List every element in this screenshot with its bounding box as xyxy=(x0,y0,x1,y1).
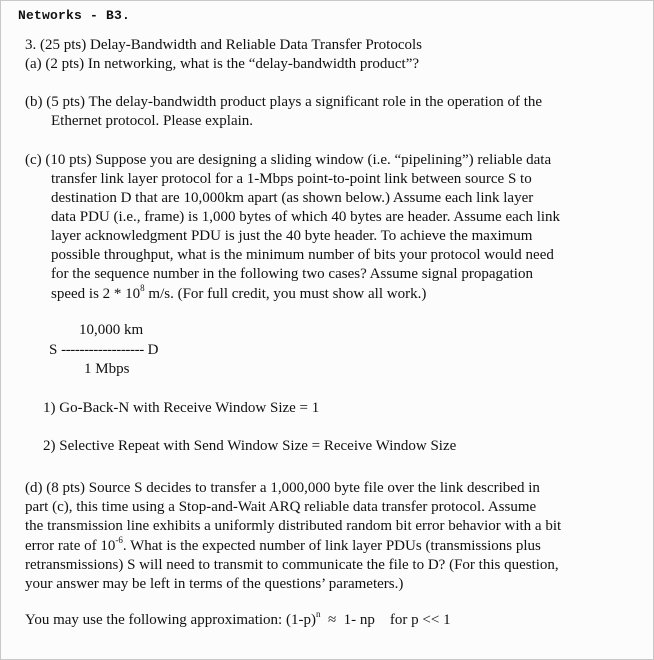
case-1-text: 1) Go-Back-N with Receive Window Size = 1 xyxy=(43,400,320,416)
approx-prefix: You may use the following approximation: (1-p) xyxy=(25,612,316,628)
approximation-text xyxy=(25,611,451,629)
ber-suffix: . What is the expected number of link layer PDUs (transmissions plus xyxy=(122,538,541,554)
part-c-line-2: transfer link layer protocol for a 1-Mbps point-to-point link between source S to xyxy=(51,171,532,187)
part-d-line-2: part (c), this time using a Stop-and-Wait ARQ reliable data transfer protocol. Assume xyxy=(25,499,537,515)
part-d-line-3: the transmission line exhibits a uniformly distributed random bit error behavior with a bit xyxy=(25,518,562,534)
part-c-line-1: (c) (10 pts) Suppose you are designing a sliding window (i.e. “pipelining”) reliable data xyxy=(25,152,552,168)
speed-suffix: m/s. (For full credit, you must show all work.) xyxy=(144,286,427,302)
part-b-line-2: Ethernet protocol. Please explain. xyxy=(51,113,254,129)
part-a-text: (a) (2 pts) In networking, what is the “delay-bandwidth product”? xyxy=(25,56,420,72)
link-diagram xyxy=(49,342,158,359)
page-header: Networks - B3. xyxy=(18,8,131,23)
part-c-line-8 xyxy=(51,285,426,303)
part-d-line-5: retransmissions) S will need to transmit to communicate the file to D? (For this question, xyxy=(25,557,559,573)
part-d-line-4 xyxy=(25,537,541,555)
destination-node: D xyxy=(147,342,159,358)
ber-prefix: error rate of 10 xyxy=(25,538,116,554)
part-d-line-1: (d) (8 pts) Source S decides to transfer a 1,000,000 byte file over the link described in xyxy=(25,480,540,496)
speed-exponent: 8 xyxy=(140,283,145,293)
part-b-line-1: (b) (5 pts) The delay-bandwidth product plays a significant role in the operation of the xyxy=(25,94,543,110)
link-distance-label: 10,000 km xyxy=(79,322,144,338)
case-2-text: 2) Selective Repeat with Send Window Size = Receive Window Size xyxy=(43,438,457,454)
speed-prefix: speed is 2 * 10 xyxy=(51,286,141,302)
part-d-line-6: your answer may be left in terms of the questions’ parameters.) xyxy=(25,576,404,592)
part-c-line-4: data PDU (i.e., frame) is 1,000 bytes of which 40 bytes are header. Assume each link xyxy=(51,209,561,225)
link-rate-label: 1 Mbps xyxy=(84,361,130,377)
approx-suffix: ≈ 1- np for p << 1 xyxy=(320,612,451,628)
part-c-line-6: possible throughput, what is the minimum number of bits your protocol would need xyxy=(51,247,554,263)
part-c-line-7: for the sequence number in the following two cases? Assume signal propagation xyxy=(51,266,533,282)
source-node: S xyxy=(49,342,58,358)
link-line: ------------------ xyxy=(61,342,144,358)
part-c-line-5: layer acknowledgment PDU is just the 40 byte header. To achieve the maximum xyxy=(51,228,533,244)
question-title: 3. (25 pts) Delay-Bandwidth and Reliable Data Transfer Protocols xyxy=(25,37,423,53)
approx-exponent: n xyxy=(315,609,321,619)
part-c-line-3: destination D that are 10,000km apart (as shown below.) Assume each link layer xyxy=(51,190,534,206)
ber-exponent: -6 xyxy=(115,535,123,545)
